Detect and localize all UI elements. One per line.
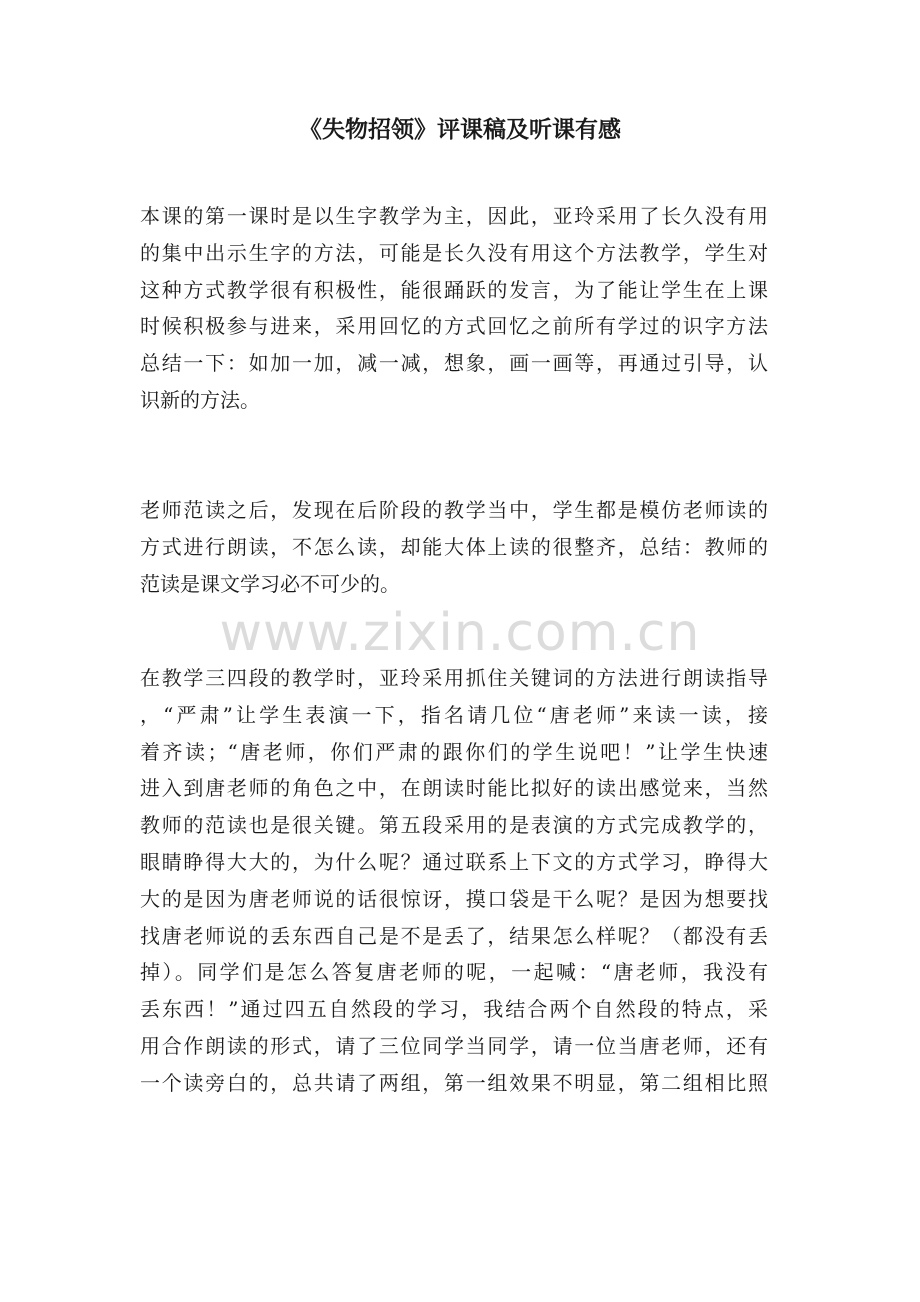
paragraph-line: 总结一下：如加一加，减一减，想象，画一画等，再通过引导，认 [140, 351, 768, 376]
paragraph-line: 在教学三四段的教学时，亚玲采用抓住关键词的方法进行朗读指导 [140, 666, 768, 690]
watermark: www.zixin.com.cn [219, 603, 701, 663]
paragraph-line: 范读是课文学习必不可少的。 [140, 571, 400, 596]
paragraph-2 [140, 492, 768, 602]
paragraph-line: 的集中出示生字的方法，可能是长久没有用这个方法教学，学生对 [140, 240, 768, 265]
paragraph-line: 眼睛睁得大大的，为什么呢？通过联系上下文的方式学习，睁得大 [140, 849, 768, 874]
document-title: 《失物招领》评课稿及听课有感 [299, 116, 621, 143]
paragraph-line: 找唐老师说的丢东西自己是不是丢了，结果怎么样呢？（都没有丢 [140, 923, 768, 948]
paragraph-3 [140, 660, 768, 1102]
paragraph-line: 这种方式教学很有积极性，能很踊跃的发言，为了能让学生在上课 [140, 277, 768, 302]
paragraph-line: 老师范读之后，发现在后阶段的教学当中，学生都是模仿老师读的 [140, 498, 768, 522]
paragraph-line: 时候积极参与进来，采用回忆的方式回忆之前所有学过的识字方法 [140, 314, 768, 339]
paragraph-line: 一个读旁白的，总共请了两组，第一组效果不明显，第二组相比照 [140, 1070, 768, 1095]
paragraph-line: 教师的范读也是很关键。第五段采用的是表演的方式完成教学的， [140, 813, 768, 838]
paragraph-line: 本课的第一课时是以生字教学为主，因此，亚玲采用了长久没有用 [140, 204, 768, 228]
paragraph-line: 大的是因为唐老师说的话很惊讶，摸口袋是干么呢？是因为想要找 [140, 886, 768, 911]
paragraph-line: 丢东西！”通过四五自然段的学习，我结合两个自然段的特点，采 [140, 997, 768, 1022]
paragraph-line: 掉）。同学们是怎么答复唐老师的呢，一起喊：“唐老师，我没有 [140, 960, 768, 985]
paragraph-line: 方式进行朗读，不怎么读，却能大体上读的很整齐，总结：教师的 [140, 534, 768, 559]
paragraph-line: 进入到唐老师的角色之中，在朗读时能比拟好的读出感觉来，当然 [140, 776, 768, 801]
paragraph-line: 用合作朗读的形式，请了三位同学当同学，请一位当唐老师，还有 [140, 1033, 768, 1058]
paragraph-1 [140, 198, 768, 419]
paragraph-line: 着齐读；“唐老师，你们严肃的跟你们的学生说吧！”让学生快速 [140, 739, 768, 764]
paragraph-line: 识新的方法。 [140, 387, 260, 412]
paragraph-line: ，“严肃”让学生表演一下，指名请几位“唐老师”来读一读，接 [140, 702, 768, 727]
